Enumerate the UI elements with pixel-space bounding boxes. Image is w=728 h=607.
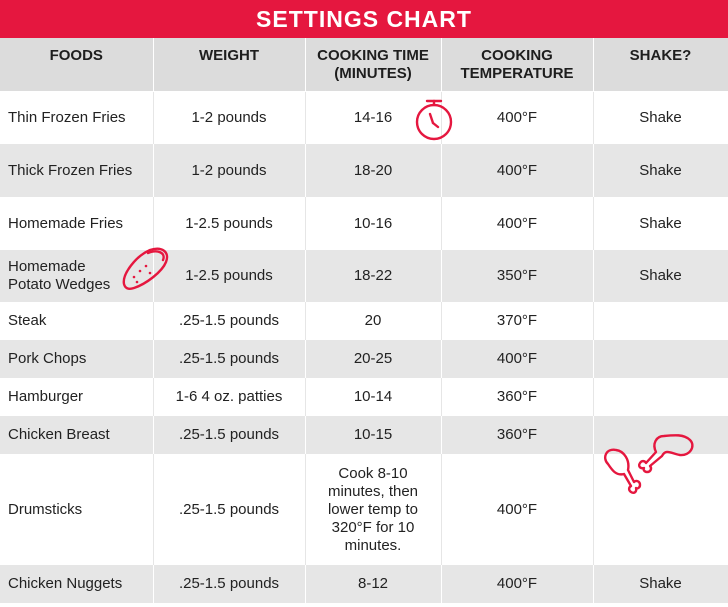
cell-temp: 400°F <box>441 565 593 603</box>
cell-weight: 1-2 pounds <box>153 91 305 144</box>
table-row <box>0 302 728 340</box>
cell-time: 10-15 <box>305 416 441 454</box>
cell-food: Chicken Breast <box>0 416 153 454</box>
cell-time: 14-16 <box>305 91 441 144</box>
cell-food: Homemade Potato Wedges <box>0 250 153 302</box>
cell-food: Drumsticks <box>0 454 153 565</box>
table-row <box>0 91 728 144</box>
cell-weight: .25-1.5 pounds <box>153 565 305 603</box>
settings-table <box>0 38 728 603</box>
cell-shake: Shake <box>593 91 728 144</box>
cell-weight: 1-2.5 pounds <box>153 197 305 250</box>
cell-weight: 1-6 4 oz. patties <box>153 378 305 416</box>
cell-shake: Shake <box>593 197 728 250</box>
cell-temp: 360°F <box>441 416 593 454</box>
cell-temp: 360°F <box>441 378 593 416</box>
cell-shake <box>593 378 728 416</box>
cell-time: 20 <box>305 302 441 340</box>
cell-time: 18-20 <box>305 144 441 197</box>
cell-temp: 400°F <box>441 197 593 250</box>
cell-weight: 1-2.5 pounds <box>153 250 305 302</box>
cell-time: 18-22 <box>305 250 441 302</box>
cell-food: Hamburger <box>0 378 153 416</box>
header-cooking-time: COOKING TIME (MINUTES) <box>305 38 441 91</box>
cell-food: Thick Frozen Fries <box>0 144 153 197</box>
cell-temp: 400°F <box>441 340 593 378</box>
cell-time: 20-25 <box>305 340 441 378</box>
cell-temp: 370°F <box>441 302 593 340</box>
cell-weight: .25-1.5 pounds <box>153 340 305 378</box>
cell-time: 10-14 <box>305 378 441 416</box>
table-row <box>0 250 728 302</box>
header-foods: FOODS <box>0 38 153 91</box>
cell-time: 10-16 <box>305 197 441 250</box>
cell-shake: Shake <box>593 565 728 603</box>
table-row <box>0 378 728 416</box>
page-title: SETTINGS CHART <box>256 5 472 32</box>
cell-shake: Shake <box>593 144 728 197</box>
cell-temp: 400°F <box>441 144 593 197</box>
cell-food: Pork Chops <box>0 340 153 378</box>
cell-food: Thin Frozen Fries <box>0 91 153 144</box>
cell-shake: Shake <box>593 250 728 302</box>
cell-temp: 400°F <box>441 91 593 144</box>
header-cooking-temperature: COOKING TEMPERATURE <box>441 38 593 91</box>
cell-temp: 400°F <box>441 454 593 565</box>
cell-shake <box>593 340 728 378</box>
title-bar <box>0 0 728 38</box>
drumstick-icon <box>600 430 696 506</box>
table-row <box>0 144 728 197</box>
table-row <box>0 565 728 603</box>
cell-weight: .25-1.5 pounds <box>153 454 305 565</box>
cell-weight: 1-2 pounds <box>153 144 305 197</box>
cell-weight: .25-1.5 pounds <box>153 302 305 340</box>
header-shake: SHAKE? <box>593 38 728 91</box>
cell-time: 8-12 <box>305 565 441 603</box>
cell-weight: .25-1.5 pounds <box>153 416 305 454</box>
cell-shake <box>593 302 728 340</box>
header-weight: WEIGHT <box>153 38 305 91</box>
cell-temp: 350°F <box>441 250 593 302</box>
stopwatch-icon <box>410 94 458 144</box>
table-row <box>0 340 728 378</box>
potato-wedge-icon <box>118 244 174 294</box>
cell-food: Chicken Nuggets <box>0 565 153 603</box>
cell-food: Steak <box>0 302 153 340</box>
cell-food: Homemade Fries <box>0 197 153 250</box>
table-header-row <box>0 38 728 91</box>
cell-time: Cook 8-10 minutes, then lower temp to 320°F for 10 minutes. <box>305 454 441 565</box>
table-row <box>0 197 728 250</box>
